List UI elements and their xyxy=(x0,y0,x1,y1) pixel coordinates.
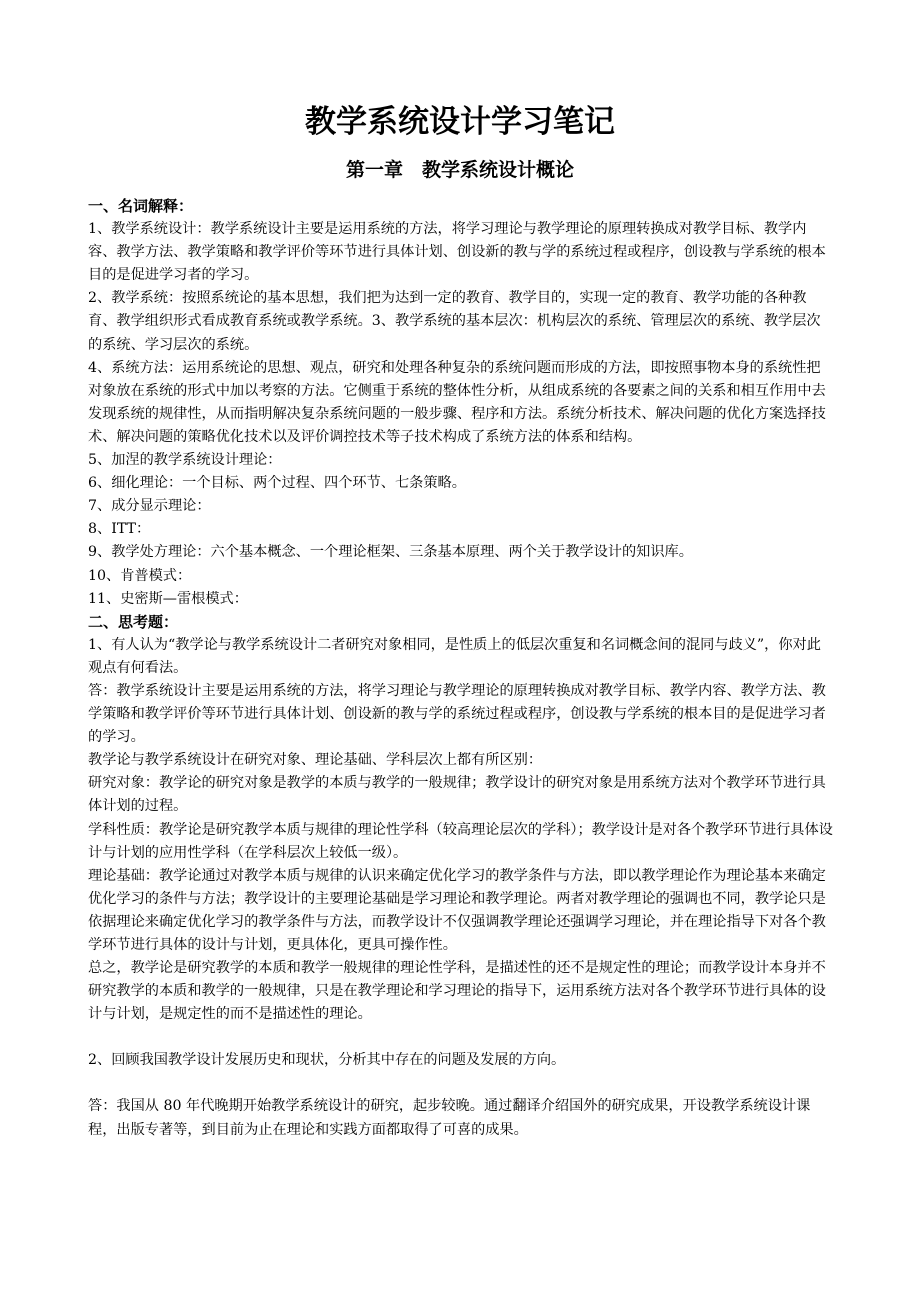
section-heading-terms: 一、名词解释： xyxy=(88,197,194,215)
term-item: 1、教学系统设计：教学系统设计主要是运用系统的方法，将学习理论与教学理论的原理转换成对教学目标、教学内容、教学方法、教学策略和教学评价等环节进行具体计划、创设新的教与学的系统过程或程序，创设教与学系统的根本目的是促进学习者的学习。 xyxy=(88,221,826,284)
answer-2: 答：我国从 80 年代晚期开始教学系统设计的研究，起步较晚。通过翻译介绍国外的研究成果，开设教学系统设计课程，出版专著等，到目前为止在理论和实践方面都取得了可喜的成果。 xyxy=(88,1098,811,1138)
term-item: 8、ITT： xyxy=(88,521,151,538)
term-item: 9、教学处方理论：六个基本概念、一个理论框架、三条基本原理、两个关于教学设计的知识库。 xyxy=(88,544,693,561)
document-body xyxy=(88,195,834,1142)
term-item: 6、细化理论：一个目标、两个过程、四个环节、七条策略。 xyxy=(88,475,466,492)
question-2: 2、回顾我国教学设计发展历史和现状，分析其中存在的问题及发展的方向。 xyxy=(88,1052,566,1069)
term-item: 11、史密斯—雷根模式： xyxy=(88,590,248,607)
answer-paragraph: 答：教学系统设计主要是运用系统的方法，将学习理论与教学理论的原理转换成对教学目标、教学内容、教学方法、教学策略和教学评价等环节进行具体计划、创设新的教与学的系统过程或程序，创设教与学系统的根本目的是促进学习者的学习。 xyxy=(88,682,826,746)
term-item: 4、系统方法：运用系统论的思想、观点，研究和处理各种复杂的系统问题而形成的方法，即按照事物本身的系统性把对象放在系统的形式中加以考察的方法。它侧重于系统的整体性分析，从组成系统的各要素之间的关系和相互作用中去发现系统的规律性，从而指明解决复杂系统问题的一般步骤、程序和方法。系统分析技术、解决问题的优化方案选择技术、解决问题的策略优化技术以及评价调控技术等子技术构成了系统方法的体系和结构。 xyxy=(88,359,826,445)
answer-paragraph: 理论基础：教学论通过对教学本质与规律的认识来确定优化学习的教学条件与方法，即以教学理论作为理论基本来确定优化学习的条件与方法；教学设计的主要理论基础是学习理论和教学理论。两者对教学理论的强调也不同，教学论只是依据理论来确定优化学习的教学条件与方法，而教学设计不仅强调教学理论还强调学习理论，并在理论指导下对各个教学环节进行具体的设计与计划，更具体化，更具可操作性。 xyxy=(88,867,826,953)
answer-paragraph: 研究对象：教学论的研究对象是教学的本质与教学的一般规律；教学设计的研究对象是用系统方法对个教学环节进行具体计划的过程。 xyxy=(88,775,826,815)
paragraph-spacer xyxy=(88,1026,834,1049)
answer-paragraph: 学科性质：教学论是研究教学本质与规律的理论性学科（较高理论层次的学科）；教学设计是对各个教学环节进行具体设计与计划的应用性学科（在学科层次上较低一级）。 xyxy=(88,821,833,861)
term-item: 10、肯普模式： xyxy=(88,567,192,584)
section-heading-questions: 二、思考题： xyxy=(88,612,179,631)
answer-paragraph: 教学论与教学系统设计在研究对象、理论基础、学科层次上都有所区别： xyxy=(88,752,543,769)
term-item: 7、成分显示理论： xyxy=(88,498,211,515)
term-item: 5、加涅的教学系统设计理论： xyxy=(88,452,282,469)
paragraph-spacer xyxy=(88,1072,834,1095)
chapter-title: 第一章 教学系统设计概论 xyxy=(345,159,574,181)
term-item: 2、教学系统：按照系统论的基本思想，我们把为达到一定的教育、教学目的，实现一定的教育、教学功能的各种教育、教学组织形式看成教育系统或教学系统。3、教学系统的基本层次：机构层次的系统、管理层次的系统、教学层次的系统、学习层次的系统。 xyxy=(88,290,821,353)
answer-paragraph: 总之，教学论是研究教学的本质和教学一般规律的理论性学科，是描述性的还不是规定性的理论；而教学设计本身并不研究教学的本质和教学的一般规律，只是在教学理论和学习理论的指导下，运用系统方法对各个教学环节进行具体的设计与计划，是规定性的而不是描述性的理论。 xyxy=(88,960,826,1023)
document-title: 教学系统设计学习笔记 xyxy=(305,104,615,140)
question-1: 1、有人认为“教学论与教学系统设计二者研究对象相同，是性质上的低层次重复和名词概念间的混同与歧义”，你对此观点有何看法。 xyxy=(88,636,821,676)
